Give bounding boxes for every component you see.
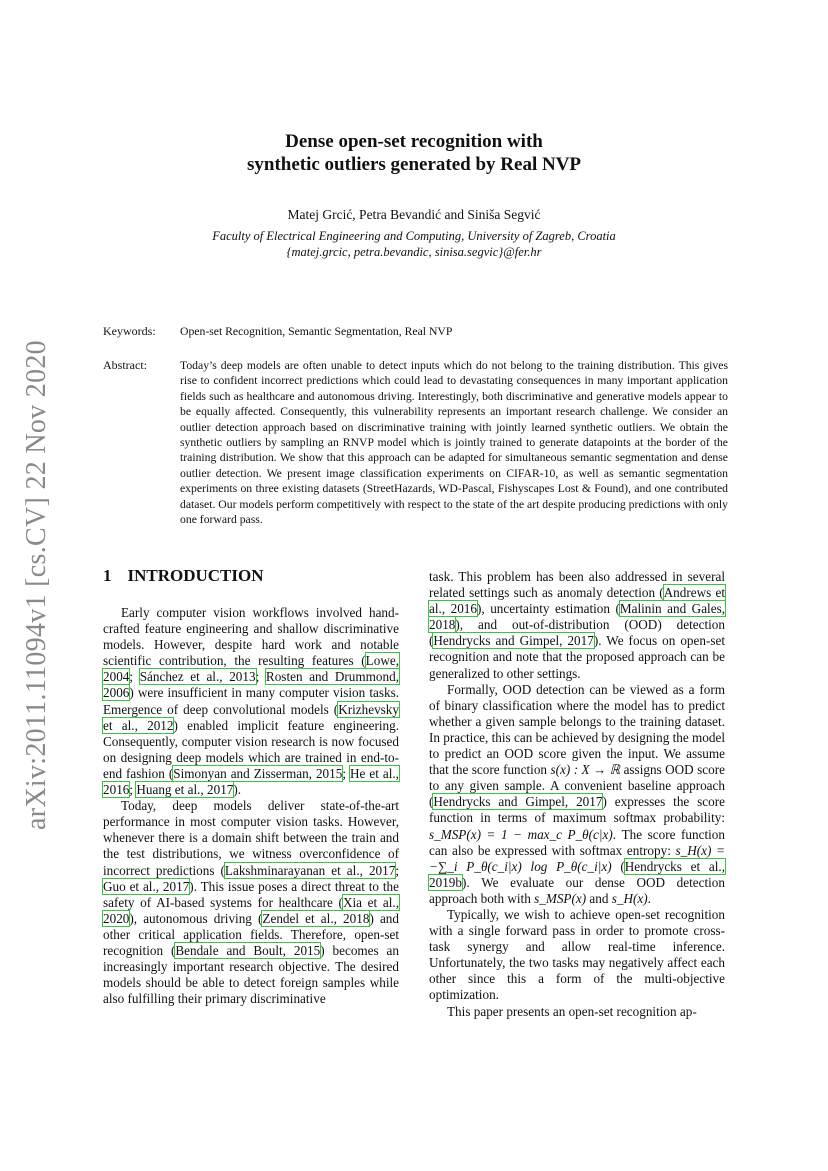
citation-link[interactable]: Lakshminarayanan et al., 2017 bbox=[224, 862, 396, 878]
intro-paragraph-4 bbox=[429, 682, 725, 907]
arxiv-identifier: arXiv:2011.11094v1 [cs.CV] 22 Nov 2020 bbox=[21, 340, 52, 830]
intro-paragraph-2 bbox=[103, 798, 399, 1007]
citation-link[interactable]: Zendel et al., 2018 bbox=[262, 910, 370, 926]
title-line-2: synthetic outliers generated by Real NVP bbox=[246, 154, 582, 175]
author-list: Matej Grcić, Petra Bevandić and Siniša Segvić bbox=[287, 207, 541, 222]
text-run: . The score function can also be expressed with softmax entropy: bbox=[429, 826, 725, 858]
intro-paragraph-3 bbox=[429, 569, 725, 682]
text-run: ) expresses the score function in terms of maximum softmax probability: bbox=[429, 794, 725, 826]
text-run: Today, deep models deliver state-of-the-art performance in most computer vision tasks. However, whenever there is a domain shift between the train and the test distributions, we witness overconfidence of incorrect predictions ( bbox=[103, 798, 399, 878]
citation-link[interactable]: Andrews et al., 2016 bbox=[429, 585, 725, 617]
citation-link[interactable]: Malinin and Gales, 2018 bbox=[429, 601, 725, 633]
abstract-text: Today’s deep models are often unable to detect inputs which do not belong to the training distribution. This gives rise to confident incorrect predictions which could lead to devastating consequences in many important application fields such as healthcare and autonomous driving. Interestingly, both discriminative and generative models appear to be equally affected. Consequently, this vulnerability represents an important research challenge. We consider an outlier detection approach based on discriminative training with jointly learned synthetic outliers. We obtain the synthetic outliers by sampling an RNVP model which is jointly trained to generate datapoints at the border of the training distribution. We show that this approach can be adapted for simultaneous semantic segmentation and dense outlier detection. We present image classification experiments on CIFAR-10, as well as semantic segmentation experiments on three existing datasets (StreetHazards, WD-Pascal, Fishyscapes Lost & Found), and one contributed dataset. Our models perform competitively with respect to the state of the art despite producing predictions with only one forward pass. bbox=[180, 359, 728, 527]
email-addresses: {matej.grcic, petra.bevandic, sinisa.segvic}@fer.hr bbox=[286, 245, 542, 259]
text-run: ). This issue poses a direct threat to the safety of AI-based systems for healthcare ( bbox=[103, 878, 399, 910]
citation-link[interactable]: Guo et al., 2017 bbox=[103, 878, 190, 894]
citation-link[interactable]: Krizhevsky et al., 2012 bbox=[103, 701, 399, 733]
left-column bbox=[103, 605, 399, 1007]
text-run: ). We focus on open-set recognition and note that the proposed approach can be generalized to other settings. bbox=[429, 633, 725, 681]
text-run: ; bbox=[395, 862, 399, 878]
intro-paragraph-1 bbox=[103, 605, 399, 798]
section-title: INTRODUCTION bbox=[127, 566, 264, 585]
text-run: ), autonomous driving ( bbox=[129, 910, 263, 926]
text-run: ) enabled implicit feature engineering. Consequently, computer vision research is now focused on designing deep models which are trained in end-to-end fashion ( bbox=[103, 717, 399, 781]
citation-link[interactable]: Lowe, 2004 bbox=[103, 653, 399, 685]
math-expression: s_MSP(x) bbox=[534, 890, 587, 906]
text-run: Formally, OOD detection can be viewed as a form of binary classification where the model has to predict whether a given sample belongs to the training dataset. In practice, this can be achieved by designing the model to predict an OOD score given the input. We assume that the score function bbox=[429, 681, 725, 778]
citation-link[interactable]: Simonyan and Zisserman, 2015 bbox=[173, 765, 343, 781]
citation-link[interactable]: Rosten and Drummond, 2006 bbox=[103, 669, 399, 701]
text-run: ), uncertainty estimation ( bbox=[477, 601, 620, 617]
citation-link[interactable]: Huang et al., 2017 bbox=[136, 782, 234, 798]
abstract-label: Abstract: bbox=[103, 358, 147, 372]
citation-link[interactable]: Hendrycks and Gimpel, 2017 bbox=[433, 794, 603, 810]
intro-paragraph-6: This paper presents an open-set recognition ap- bbox=[447, 1003, 697, 1019]
affiliation: Faculty of Electrical Engineering and Computing, University of Zagreb, Croatia bbox=[212, 229, 616, 243]
paper-title bbox=[0, 130, 828, 176]
text-run: ; bbox=[342, 765, 350, 781]
text-run: ) becomes an increasingly important research objective. The desired models should be able to detect foreign samples while also fulfilling their primary discriminative bbox=[103, 942, 400, 1007]
text-run: ; bbox=[129, 669, 140, 685]
keywords-text: Open-set Recognition, Semantic Segmentation, Real NVP bbox=[180, 325, 453, 338]
keywords-label: Keywords: bbox=[103, 324, 156, 338]
citation-link[interactable]: Hendrycks et al., 2019b bbox=[429, 858, 725, 890]
text-run: ). bbox=[233, 782, 242, 798]
text-run: ), and out-of-distribution (OOD) detection ( bbox=[429, 617, 725, 649]
text-run: ; bbox=[255, 669, 266, 685]
citation-link[interactable]: Sánchez et al., 2013 bbox=[139, 669, 256, 685]
citation-link[interactable]: He et al., 2016 bbox=[103, 765, 399, 798]
citation-link[interactable]: Xia et al., 2020 bbox=[103, 894, 399, 926]
title-line-1: Dense open-set recognition with bbox=[285, 131, 543, 152]
text-run: task. This problem has been also addressed in several related settings such as anomaly detection ( bbox=[429, 569, 725, 601]
text-run: assigns OOD score to any given sample. A convenient baseline approach ( bbox=[429, 762, 725, 810]
text-run: . bbox=[647, 890, 651, 906]
text-run: ; bbox=[129, 782, 137, 798]
right-column bbox=[429, 569, 725, 1020]
affiliation-block bbox=[0, 228, 828, 260]
intro-paragraph-5: Typically, we wish to achieve open-set recognition with a single forward pass in order to promote cross-task synergy and allow real-time inference. Unfortunately, the two tasks may negatively affect each other since this a form of the multi-objective optimization. bbox=[429, 906, 725, 1003]
text-run: ( bbox=[611, 858, 625, 874]
section-heading bbox=[103, 566, 264, 586]
math-expression: s_MSP(x) = 1 − max_c P_θ(c|x) bbox=[429, 826, 613, 842]
section-number: 1 bbox=[103, 566, 112, 585]
text-run: Early computer vision workflows involved hand-crafted feature engineering and shallow discriminative models. However, despite hard work and notable scientific contribution, the resulting features ( bbox=[103, 605, 399, 669]
text-run: and bbox=[586, 890, 612, 906]
math-expression: s_H(x) = −∑_i P_θ(c_i|x) log P_θ(c_i|x) bbox=[429, 842, 725, 874]
text-run: ) were insufficient in many computer vision tasks. Emergence of deep convolutional models ( bbox=[103, 685, 399, 717]
math-expression: s(x) : X → ℝ bbox=[550, 762, 621, 778]
math-expression: s_H(x) bbox=[611, 890, 648, 906]
text-run: ) and other critical application fields. Therefore, open-set recognition ( bbox=[103, 910, 399, 958]
text-run: ). We evaluate our dense OOD detection approach both with bbox=[429, 874, 725, 906]
citation-link[interactable]: Hendrycks and Gimpel, 2017 bbox=[433, 633, 594, 649]
citation-link[interactable]: Bendale and Boult, 2015 bbox=[175, 942, 321, 958]
